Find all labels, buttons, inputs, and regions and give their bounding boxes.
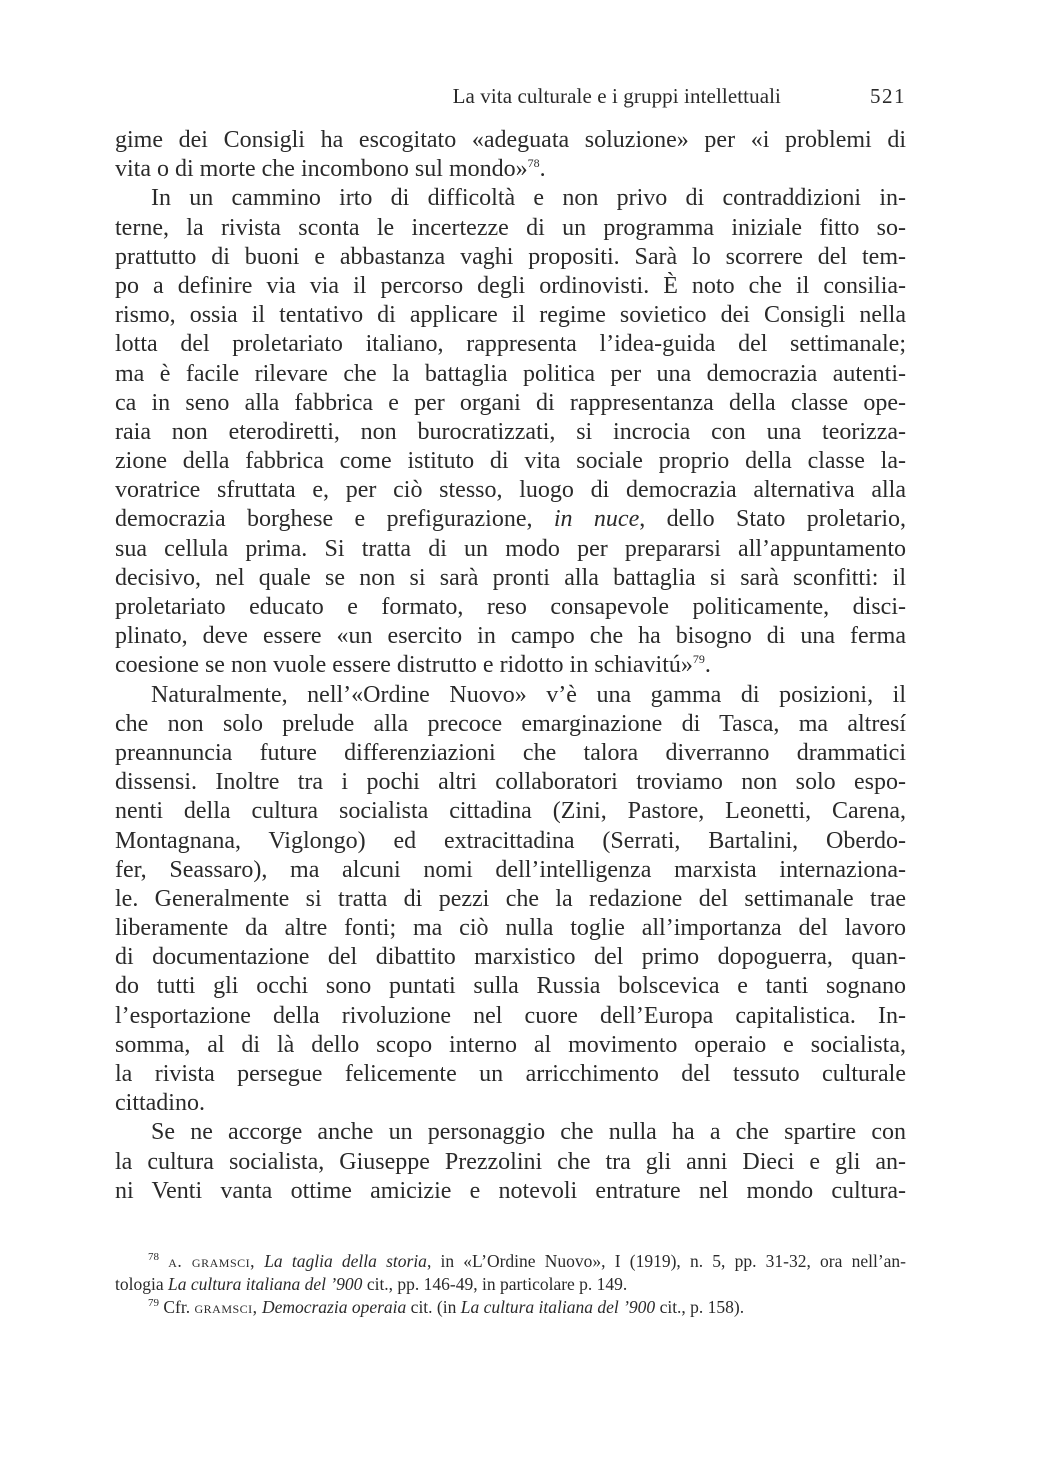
footnote-text: cit., p. 158). <box>655 1297 745 1317</box>
text-line: somma, al di là dello scopo interno al movimento operaio e socialista, <box>115 1031 906 1058</box>
text-line: terne, la rivista sconta le incertezze di un programma iniziale fitto so- <box>115 214 906 241</box>
text-line: ni Venti vanta ottime amicizie e notevoli entrature nel mondo cultura- <box>115 1177 906 1204</box>
text-line: decisivo, nel quale se non si sarà pronti alla battaglia si sarà sconfitti: il <box>115 564 906 591</box>
footnote-ref-79[interactable]: 79 <box>692 652 705 667</box>
footnote-text: cit. (in <box>406 1297 461 1317</box>
text-line <box>115 155 906 184</box>
text-line: nenti della cultura socialista cittadina (Zini, Pastore, Leonetti, Carena, <box>115 798 906 825</box>
text-line: liberamente da altre fonti; ma ciò nulla toglie all’importanza del lavoro <box>115 915 906 942</box>
text-line: In un cammino irto di difficoltà e non privo di contraddizioni in- <box>151 185 906 212</box>
footnote-title: La cultura italiana del ’900 <box>167 1274 363 1294</box>
text-fragment: coesione se non vuole essere distrutto e ridotto in schiavitú» <box>115 652 693 679</box>
footnote-text: cit., pp. 146-49, in particolare p. 149. <box>362 1274 628 1294</box>
text-line: po a definire via via il percorso degli ordinovisti. È noto che il consilia- <box>115 272 906 299</box>
text-line: raia non eterodiretti, non burocratizzati, si incrocia con una teorizza- <box>115 418 906 445</box>
footnote-line <box>115 1273 906 1296</box>
footnote-79 <box>115 1296 906 1319</box>
text-line: Naturalmente, nell’«Ordine Nuovo» v’è una gamma di posizioni, il <box>151 681 906 708</box>
text-line: cittadino. <box>115 1090 205 1117</box>
text-fragment: , dello Stato proletario, <box>639 506 906 533</box>
text-fragment: . <box>704 652 711 679</box>
italic-phrase: in nuce <box>553 506 640 533</box>
text-line: rismo, ossia il tentativo di applicare il regime sovietico dei Consigli nella <box>115 302 906 329</box>
footnote-78 <box>115 1250 906 1296</box>
body-text <box>115 126 906 1206</box>
text-line: la rivista persegue felicemente un arricchimento del tessuto culturale <box>115 1061 906 1087</box>
footnotes <box>115 1250 906 1319</box>
text-line: sua cellula prima. Si tratta di un modo per prepararsi all’appuntamento <box>115 535 906 562</box>
text-line: zione della fabbrica come istituto di vita sociale proprio della classe la- <box>115 448 906 475</box>
text-line: la cultura socialista, Giuseppe Prezzolini che tra gli anni Dieci e gli an- <box>115 1148 906 1175</box>
footnote-text: tologia <box>115 1274 168 1294</box>
text-line: lotta del proletariato italiano, rappresenta l’idea-guida del settimanale; <box>115 331 906 358</box>
text-line: dissensi. Inoltre tra i pochi altri collaboratori troviamo non solo espo- <box>115 769 906 796</box>
running-title: La vita culturale e i gruppi intellettuali <box>452 84 781 108</box>
text-line: plinato, deve essere «un esercito in campo che ha bisogno di una ferma <box>115 623 906 650</box>
text-line: voratrice sfruttata e, per ciò stesso, luogo di democrazia alternativa alla <box>115 477 906 504</box>
footnote-title: Democrazia operaia <box>261 1297 407 1317</box>
text-line <box>115 505 906 534</box>
text-line: gime dei Consigli ha escogitato «adeguata soluzione» per «i problemi di <box>115 127 906 153</box>
text-line: di documentazione del dibattito marxistico del primo dopoguerra, quan- <box>115 944 906 971</box>
footnote-title: La cultura italiana del ’900 <box>460 1297 656 1317</box>
text-line: che non solo prelude alla precoce emarginazione di Tasca, ma altresí <box>115 710 906 737</box>
text-line: fer, Seassaro), ma alcuni nomi dell’intelligenza marxista internaziona- <box>115 856 906 883</box>
text-line: l’esportazione della rivoluzione nel cuore dell’Europa capitalistica. In- <box>115 1002 906 1029</box>
footnote-text: , in «L’Ordine Nuovo», I (1919), n. 5, pp. 31-32, ora nell’an- <box>426 1251 907 1271</box>
footnote-ref-78[interactable]: 78 <box>527 156 540 171</box>
paragraph-3 <box>115 1118 906 1206</box>
footnote-text: Cfr. <box>163 1297 195 1317</box>
page-number: 521 <box>870 84 906 108</box>
footnote-line <box>115 1296 906 1319</box>
footnote-title: La taglia della storia <box>264 1251 427 1271</box>
paragraph-continuation <box>115 126 906 184</box>
text-fragment: democrazia borghese e prefigurazione, <box>115 506 554 533</box>
footnote-author: a. gramsci, <box>168 1251 255 1271</box>
footnote-line <box>115 1250 906 1273</box>
text-line: ma è facile rilevare che la battaglia politica per una democrazia autenti- <box>115 360 906 387</box>
text-fragment: . <box>539 156 546 183</box>
paragraph-1 <box>115 184 906 680</box>
text-line <box>115 651 906 680</box>
running-head <box>115 84 906 114</box>
footnote-number: 78 <box>148 1251 159 1264</box>
text-line: Montagnana, Viglongo) ed extracittadina (Serrati, Bartalini, Oberdo- <box>115 827 906 854</box>
text-line: ca in seno alla fabbrica e per organi di rappresentanza della classe ope- <box>115 389 906 416</box>
text-line: do tutti gli occhi sono puntati sulla Russia bolscevica e tanti sognano <box>115 973 906 1000</box>
footnote-number: 79 <box>148 1297 159 1310</box>
text-line: Se ne accorge anche un personaggio che nulla ha a che spartire con <box>151 1119 906 1146</box>
text-line: le. Generalmente si tratta di pezzi che la redazione del settimanale trae <box>115 885 906 912</box>
text-line: preannuncia future differenziazioni che talora diverranno drammatici <box>115 739 906 766</box>
text-fragment: vita o di morte che incombono sul mondo» <box>115 156 528 183</box>
text-line: prattutto di buoni e abbastanza vaghi propositi. Sarà lo scorrere del tem- <box>115 243 906 270</box>
footnote-author: gramsci, <box>194 1297 258 1317</box>
text-line: proletariato educato e formato, reso consapevole politicamente, disci- <box>115 594 906 620</box>
paragraph-2 <box>115 681 906 1119</box>
